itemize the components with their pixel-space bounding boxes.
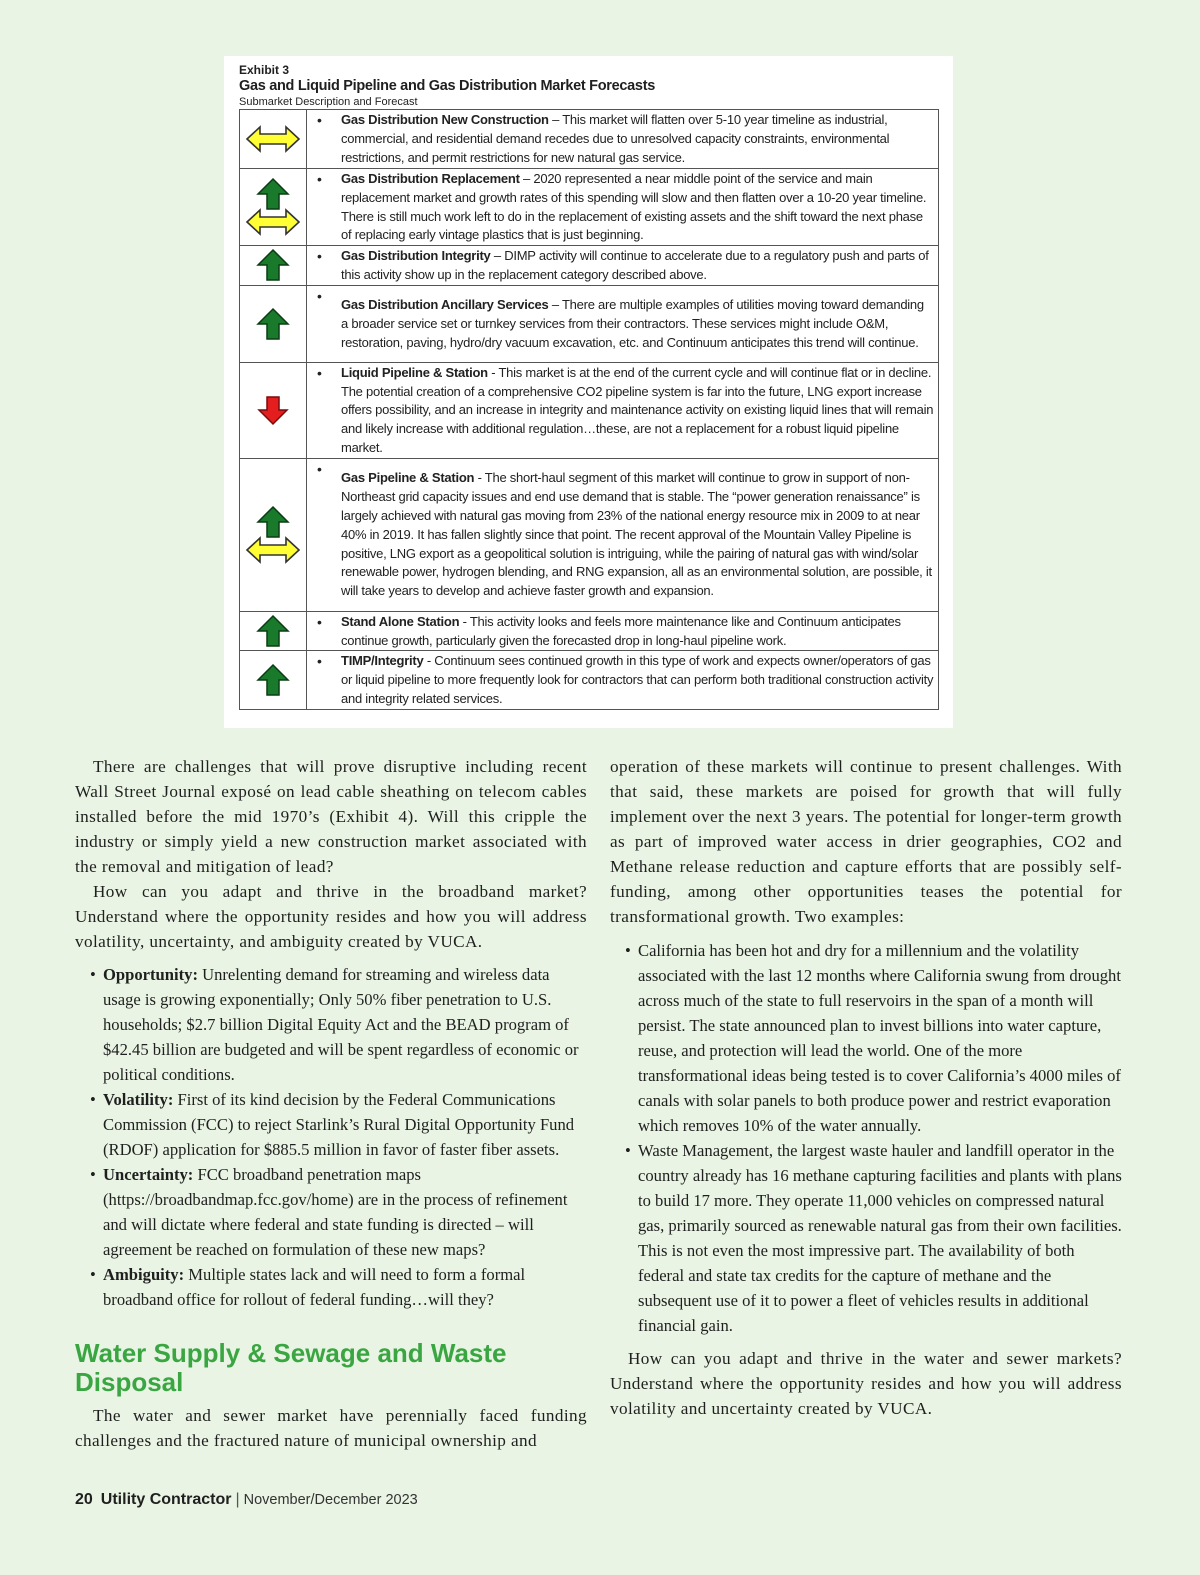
submarket-forecast: – This market will flatten over 5-10 year timeline as industrial, commercial, and residential demand recedes due to unresolved capacity constraints, environmental restrictions, and permit restrictions for new natural gas service. xyxy=(341,112,890,165)
bullet-icon: • xyxy=(317,112,322,128)
left-column xyxy=(75,754,587,1453)
submarket-name: TIMP/Integrity xyxy=(341,653,424,669)
bullet-icon: • xyxy=(317,171,322,187)
submarket-name: Gas Distribution Integrity xyxy=(341,248,491,264)
list-item: • Ambiguity: Multiple states lack and will need to form a formal broadband office for rollout of federal funding…will they? xyxy=(90,1265,526,1309)
magazine-name-part2: Contractor xyxy=(149,1491,232,1508)
bullet-icon: • xyxy=(317,287,322,304)
forecast-description-cell xyxy=(307,246,939,286)
page-number: 20 xyxy=(75,1491,93,1508)
table-row xyxy=(240,362,939,458)
broadband-paragraph-1: There are challenges that will prove disruptive including recent Wall Street Journal exposé on lead cable sheathing on telecom cables installed before the mid 1970’s (Exhibit 4). Will this cripple the industry or simply yield a new construction market associated with the removal and mitigation of lead? xyxy=(75,757,587,876)
submarket-name: Stand Alone Station xyxy=(341,613,460,629)
submarket-forecast: - This market is at the end of the current cycle and will continue flat or in decline. The potential creation of a comprehensive CO2 pipeline system is far into the future, LNG export increase offers possibility, and an increase in integrity and maintenance activity on existing liquid lines that will remain and likely increase with additional regulation…these, are not a replacement for a robust liquid pipeline market. xyxy=(341,364,934,455)
exhibit-title: Gas and Liquid Pipeline and Gas Distribution Market Forecasts xyxy=(239,78,655,94)
table-row xyxy=(240,246,939,286)
bullet-icon: • xyxy=(317,653,322,670)
submarket-forecast: – DIMP activity will continue to accelerate due to a regulatory push and parts of this activity show up in the replacement category described above. xyxy=(341,248,929,282)
submarket-forecast: – There are multiple examples of utilities moving toward demanding a broader service set or turnkey services from their contractors. These services might include O&M, restoration, paving, hydro/dry vacuum excavation, etc. and Continuum anticipates this trend will continue. xyxy=(341,297,924,350)
forecast-description-cell xyxy=(307,285,939,362)
table-row xyxy=(240,110,939,169)
forecast-icon-cell xyxy=(240,611,307,651)
exhibit-subtitle: Submarket Description and Forecast xyxy=(239,96,418,108)
submarket-name: Gas Distribution Replacement xyxy=(341,171,520,186)
green-up-arrow-icon xyxy=(240,505,306,539)
forecast-icon-cell xyxy=(240,362,307,458)
water-paragraph-3: How can you adapt and thrive in the water and sewer markets? Understand where the opportunity resides and how you will address volatility and uncertainty created by VUCA. xyxy=(610,1349,1122,1418)
table-row xyxy=(240,285,939,362)
green-up-arrow-icon xyxy=(240,663,306,697)
submarket-name: Gas Pipeline & Station xyxy=(341,470,475,486)
magazine-name-part1: Utility xyxy=(100,1491,150,1508)
forecast-description-cell xyxy=(307,110,939,169)
list-item: • Uncertainty: FCC broadband penetration maps (https://broadbandmap.fcc.gov/home) are in the process of refinement and will dictate where federal and state funding is directed – will agreement be reached on formulation of these new maps? xyxy=(90,1165,568,1259)
list-item: • Opportunity: Unrelenting demand for streaming and wireless data usage is growing exponentially; Only 50% fiber penetration to U.S. households; $2.7 billion Digital Equity Act and the BEAD program of $42.45 billion are budgeted and will be spent regardless of economic or political conditions. xyxy=(90,965,579,1084)
green-up-arrow-icon xyxy=(240,307,306,341)
water-paragraph-2: operation of these markets will continue to present challenges. With that said, these markets are poised for growth that will fully implement over the next 3 years. The potential for longer-term growth as part of improved water access in drier geographies, CO2 and Methane release reduction and capture efforts that are possibly self-funding, among other opportunities teases the potential for transformational growth. Two examples: xyxy=(610,757,1122,926)
table-row xyxy=(240,611,939,651)
bullet-icon: • xyxy=(317,460,322,477)
forecast-description-cell xyxy=(307,611,939,651)
forecast-description-cell xyxy=(307,362,939,458)
list-item: • Waste Management, the largest waste hauler and landfill operator in the country already has 16 methane capturing facilities and plants with plans to build 17 more. They operate 11,000 vehicles on compressed natural gas, primarily sourced as renewable natural gas from their own facilities. This is not even the most impressive part. The availability of both federal and state tax credits for the capture of methane and the subsequent use of it to power a fleet of vehicles results in additional financial gain. xyxy=(625,1141,1122,1335)
exhibit-label: Exhibit 3 xyxy=(239,63,290,77)
forecast-icon-cell xyxy=(240,169,307,246)
list-item: • Volatility: First of its kind decision by the Federal Communications Commission (FCC) to reject Starlink’s Rural Digital Opportunity Fund (RDOF) application for $885.5 million in favor of faster fiber assets. xyxy=(90,1090,575,1159)
water-paragraph-1: The water and sewer market have perennially faced funding challenges and the fractured nature of municipal ownership and xyxy=(75,1406,587,1450)
submarket-name: Gas Distribution Ancillary Services xyxy=(341,297,549,313)
page-footer xyxy=(75,1491,418,1509)
right-column xyxy=(610,754,1122,1421)
submarket-forecast: – 2020 represented a near middle point of the service and main replacement market and growth rates of this spending will slow and then flatten over a 10-20 year timeline. There is still much work left to do in the replacement of existing assets and the shift toward the next phase of replacing early vintage plastics that is just beginning. xyxy=(341,171,927,243)
green-up-arrow-icon xyxy=(240,177,306,211)
table-row xyxy=(240,169,939,246)
table-row xyxy=(240,651,939,709)
forecast-description-cell xyxy=(307,169,939,246)
forecast-description-cell xyxy=(307,651,939,709)
broadband-paragraph-2: How can you adapt and thrive in the broadband market? Understand where the opportunity resides and how you will address volatility, uncertainty, and ambiguity created by VUCA. xyxy=(75,882,587,951)
table-row xyxy=(240,458,939,611)
issue-date: November/December 2023 xyxy=(243,1492,418,1508)
forecast-icon-cell xyxy=(240,246,307,286)
bullet-icon: • xyxy=(317,364,322,381)
red-down-arrow-icon xyxy=(240,394,306,426)
examples-bullet-list xyxy=(610,938,1122,1338)
list-item: • California has been hot and dry for a millennium and the volatility associated with the last 12 months where California swung from drought across much of the state to full reservoirs in the span of a month will persist. The state announced plan to invest billions into water capture, reuse, and protection will lead the world. One of the more transformational ideas being tested is to cover California’s 4000 miles of canals with solar panels to both produce power and restrict evaporation which removes 10% of the water annually. xyxy=(625,941,1121,1135)
submarket-name: Liquid Pipeline & Station xyxy=(341,364,488,380)
submarket-forecast: - The short-haul segment of this market will continue to grow in support of non-Northeast grid capacity issues and end use demand that is stable. The “power generation renaissance” is largely achieved with natural gas moving from 23% of the national energy resource mix in 2009 to at near 40% in 2019. It has fallen slightly since that point. The recent approval of the Mountain Valley Pipeline is positive, LNG export as a geopolitical solution is intriguing, while the pairing of natural gas with wind/solar renewable power, hydrogen blending, and RNG expansion, all as an environmental solution, are possible, it will take years to develop and achieve faster growth and expansion. xyxy=(341,470,932,599)
green-up-arrow-icon xyxy=(240,248,306,282)
yellow-double-arrow-icon xyxy=(240,535,306,565)
yellow-double-arrow-icon xyxy=(240,207,306,237)
forecast-icon-cell xyxy=(240,110,307,169)
yellow-double-arrow-icon xyxy=(240,124,306,154)
submarket-forecast: - This activity looks and feels more maintenance like and Continuum anticipates continue growth, particularly given the forecasted drop in long-haul pipeline work. xyxy=(341,613,901,648)
forecast-icon-cell xyxy=(240,651,307,709)
section-heading: Water Supply & Sewage and Waste Disposal xyxy=(75,1338,507,1397)
forecast-description-cell xyxy=(307,458,939,611)
forecast-table xyxy=(239,109,939,710)
forecast-icon-cell xyxy=(240,458,307,611)
footer-separator: | xyxy=(235,1491,240,1508)
exhibit-figure xyxy=(224,56,953,728)
bullet-icon: • xyxy=(317,613,322,630)
forecast-icon-cell xyxy=(240,285,307,362)
bullet-icon: • xyxy=(317,248,322,265)
submarket-name: Gas Distribution New Construction xyxy=(341,112,549,128)
vuca-bullet-list xyxy=(75,962,587,1312)
submarket-forecast: - Continuum sees continued growth in this type of work and expects owner/operators of gas or liquid pipeline to more frequently look for contractors that can perform both traditional construction activity and integrity related services. xyxy=(341,653,934,706)
green-up-arrow-icon xyxy=(240,614,306,648)
